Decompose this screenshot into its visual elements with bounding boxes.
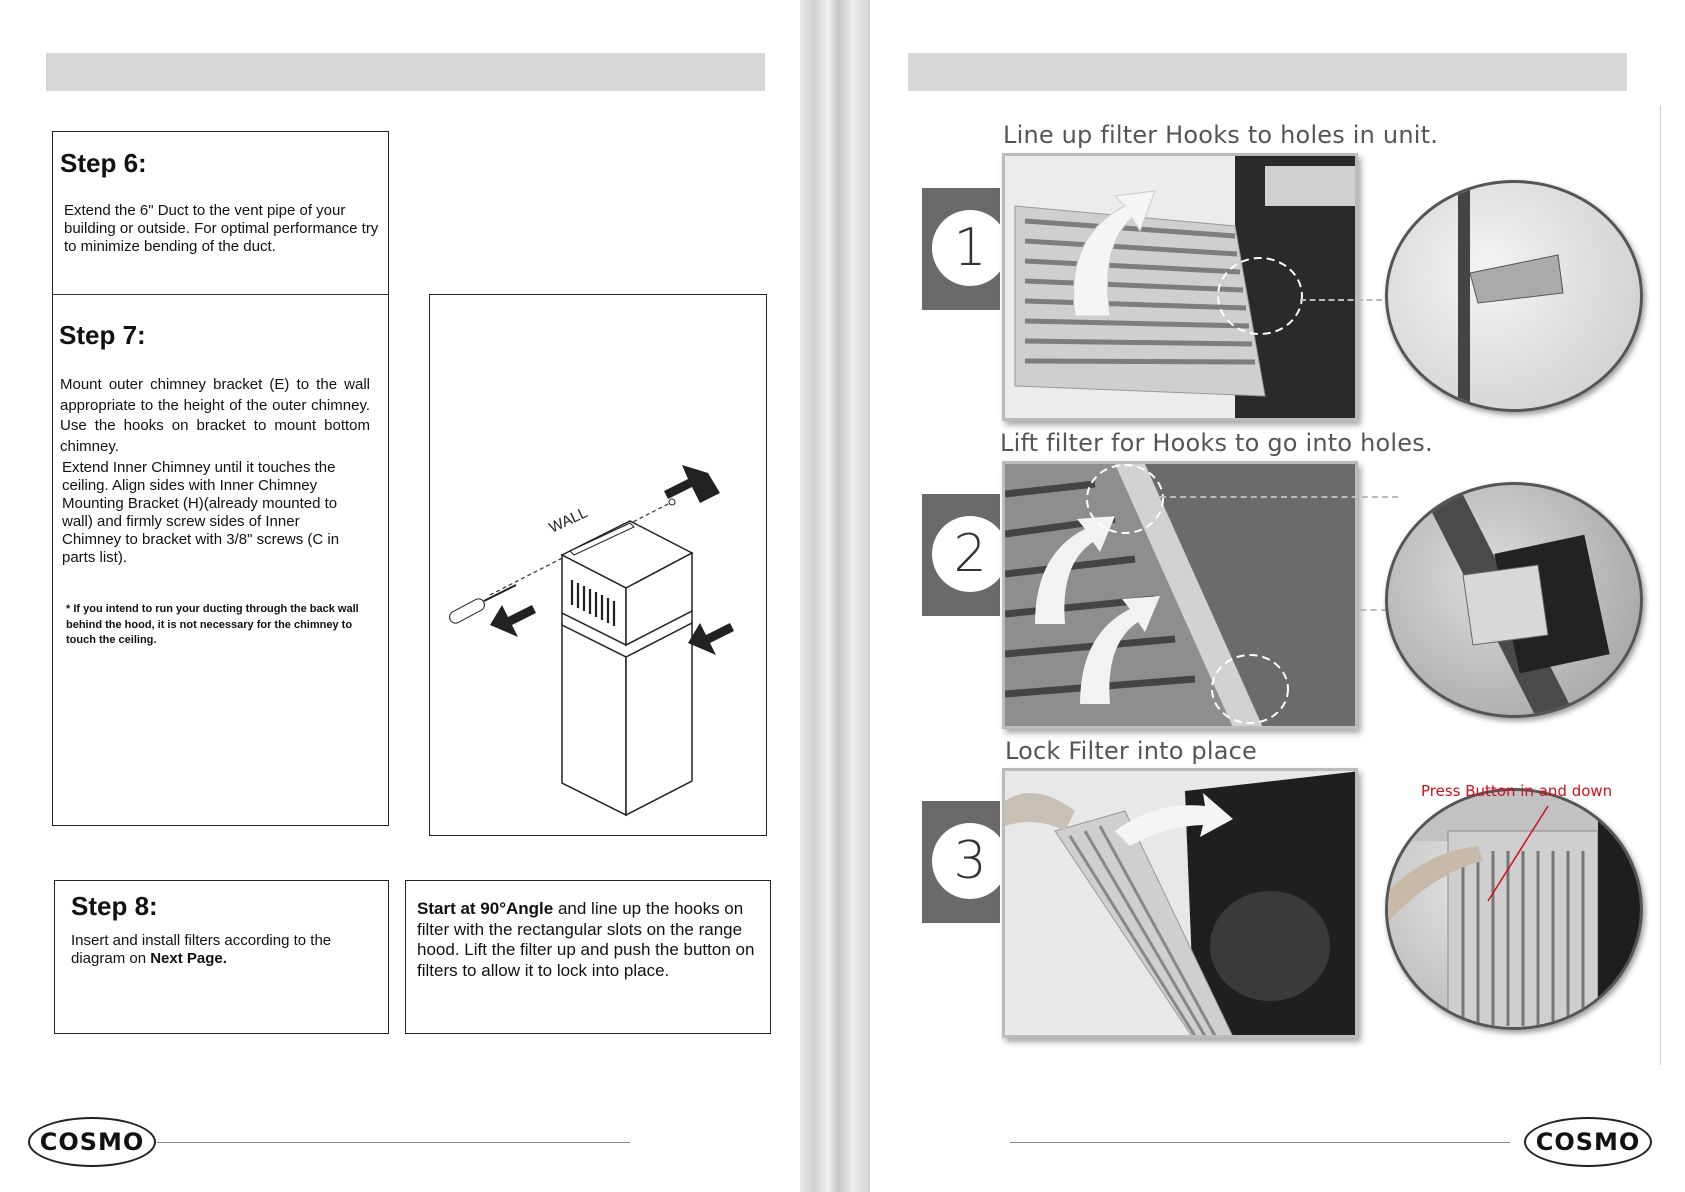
step7-title: Step 7: — [59, 320, 146, 350]
cosmo-logo: COSMO — [28, 1117, 156, 1167]
footer-rule-right — [1010, 1142, 1510, 1143]
angle-instructions-text: Start at 90°Angle and line up the hooks on filter with the rectangular slots on the range hood. Lift the filter up and push the button on filters to allow it to lock into place. — [417, 899, 755, 980]
step-tab-3 — [922, 801, 1000, 923]
arrow-icon — [664, 465, 720, 503]
left-header-bar — [46, 53, 765, 91]
step6-title: Step 6: — [60, 148, 147, 178]
step-number-3: 3 — [932, 823, 1008, 899]
zoom-hook-2 — [1385, 482, 1643, 718]
footer-rule — [157, 1142, 630, 1143]
right-margin-rule — [1660, 105, 1661, 1065]
step-number-1: 1 — [932, 210, 1008, 286]
step6-text: Extend the 6" Duct to the vent pipe of your building or outside. For optimal performance try to minimize bending of the duct. — [64, 202, 379, 255]
press-button-label: Press Button in and down — [1421, 782, 1613, 800]
wall-label: WALL — [546, 504, 591, 537]
zoom-press-button — [1385, 788, 1643, 1030]
step8-title: Step 8: — [71, 891, 158, 921]
chimney-diagram — [430, 295, 768, 837]
arrow-icon — [490, 605, 536, 637]
step7-text1: Mount outer chimney bracket (E) to the wall appropriate to the height of the outer chimney. Use the hooks on bracket to mount bottom chimney. — [60, 376, 370, 455]
dash-connector-1 — [1300, 299, 1382, 301]
step7-text2: Extend Inner Chimney until it touches the ceiling. Align sides with Inner Chimney Mounting Bracket (H)(already mounted to wall) and firmly screw sides of Inner Chimney to bracket with 3/8" screws (C in parts list). — [62, 459, 340, 566]
step-tab-2 — [922, 494, 1000, 616]
caption-step2: Lift filter for Hooks to go into holes. — [1000, 429, 1433, 457]
caption-step3: Lock Filter into place — [1005, 737, 1257, 765]
right-header-bar — [908, 53, 1627, 91]
cosmo-logo-right: COSMO — [1524, 1117, 1652, 1167]
chimney-diagram-box — [429, 294, 767, 836]
step8-text: Insert and install filters according to the diagram on Next Page. — [71, 932, 332, 967]
photo-step1 — [1002, 153, 1358, 421]
step7-note: * If you intend to run your ducting through the back wall behind the hood, it is not necessary for the chimney to touch the ceiling. — [66, 603, 359, 646]
photo-step2 — [1002, 461, 1358, 729]
arrow-icon — [688, 623, 734, 655]
step-tab-1 — [922, 188, 1000, 310]
photo-step3 — [1002, 768, 1358, 1038]
step-divider — [53, 294, 388, 295]
caption-step1: Line up filter Hooks to holes in unit. — [1003, 121, 1439, 149]
dash-connector-2 — [1160, 496, 1398, 498]
book-spine — [800, 0, 870, 1192]
step-number-2: 2 — [932, 516, 1008, 592]
zoom-hook-1 — [1385, 180, 1643, 412]
